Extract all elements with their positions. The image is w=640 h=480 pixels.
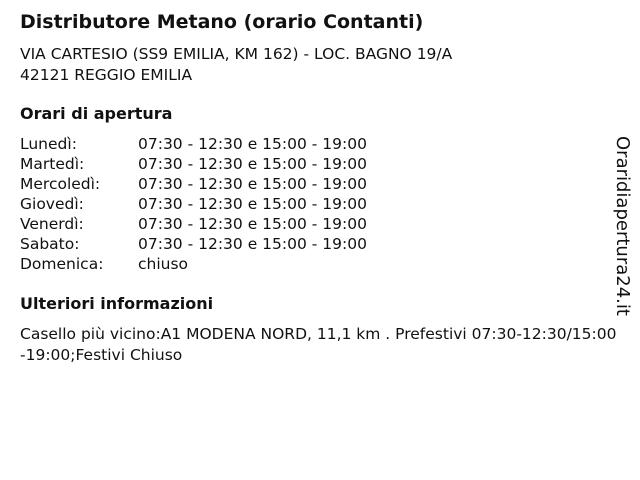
address-line-street: VIA CARTESIO (SS9 EMILIA, KM 162) - LOC. BAGNO 19/A [20,45,453,63]
address-block [20,44,452,86]
time-range: 07:30 - 12:30 e 15:00 - 19:00 [138,155,367,173]
time-range: 07:30 - 12:30 e 15:00 - 19:00 [138,195,367,213]
page-title: Distributore Metano (orario Contanti) [20,11,424,33]
time-range: 07:30 - 12:30 e 15:00 - 19:00 [138,235,367,253]
time-range: 07:30 - 12:30 e 15:00 - 19:00 [138,175,367,193]
day-label: Sabato: [20,235,80,253]
additional-info-heading: Ulteriori informazioni [20,294,214,313]
day-label: Venerdì: [20,215,84,233]
day-label: Domenica: [20,255,104,273]
day-label: Lunedì: [20,135,77,153]
site-watermark: Oraridiapertura24.it [612,136,633,316]
day-label: Mercoledì: [20,175,101,193]
day-label: Giovedì: [20,195,84,213]
opening-hours-heading: Orari di apertura [20,104,173,123]
address-line-city: 42121 REGGIO EMILIA [20,66,193,84]
time-range: 07:30 - 12:30 e 15:00 - 19:00 [138,135,367,153]
day-label: Martedì: [20,155,85,173]
additional-info-text: Casello più vicino:A1 MODENA NORD, 11,1 km . Prefestivi 07:30-12:30/15:00-19:00;Festivi Chiuso [20,325,617,364]
time-range: 07:30 - 12:30 e 15:00 - 19:00 [138,215,367,233]
time-range: chiuso [138,255,189,273]
